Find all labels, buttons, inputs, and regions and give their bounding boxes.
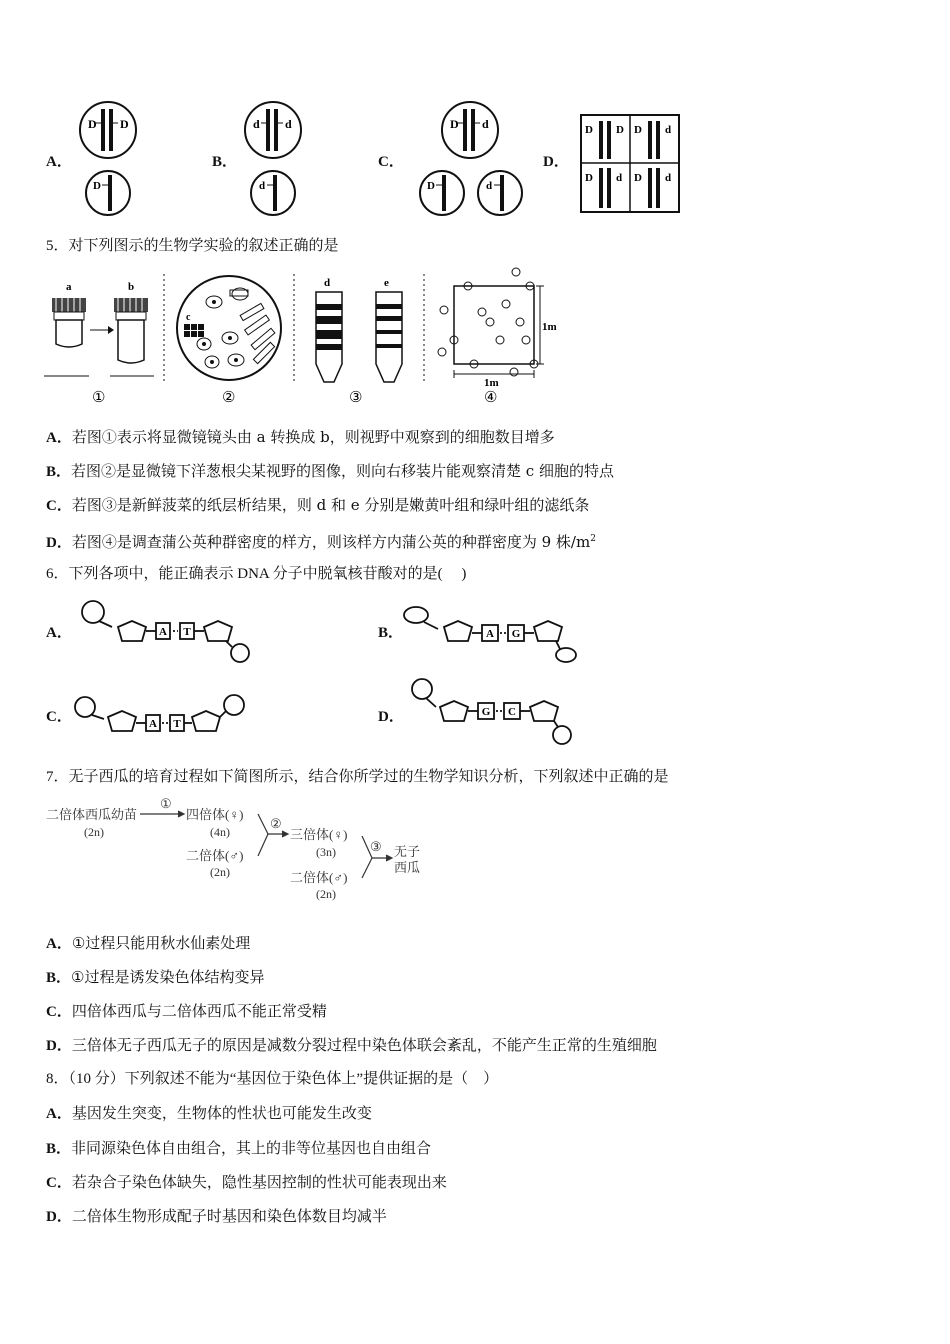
q4-b-diagram — [245, 102, 301, 215]
q5-fig1-objectives — [44, 281, 154, 406]
svg-text:a: a — [66, 281, 72, 293]
q4-option-a-label[interactable]: A． — [46, 154, 72, 170]
q5-option-a[interactable]: A．若图①表示将显微镜镜头由 a 转换成 b，则视野中观察到的细胞数目增多 — [46, 428, 555, 446]
result-label: 西瓜 — [394, 860, 421, 875]
allele-label: d — [616, 172, 623, 184]
base-label: C — [508, 706, 516, 718]
base-label: T — [183, 626, 191, 638]
q7-option-b[interactable]: B．①过程是诱发染色体结构变异 — [46, 968, 265, 986]
svg-text:(2n): (2n) — [316, 887, 336, 901]
q5-option-d[interactable]: D．若图④是调查蒲公英种群密度的样方，则该样方内蒲公英的种群密度为 9 株$/m^2$ — [46, 533, 596, 551]
q7-option-c[interactable]: C．四倍体西瓜与二倍体西瓜不能正常受精 — [46, 1002, 327, 1020]
svg-text:(3n): (3n) — [316, 845, 336, 859]
q7-stem: 7．无子西瓜的培育过程如下简图所示，结合你所学过的生物学知识分析，下列叙述中正确的是 — [46, 769, 669, 785]
allele-label: D — [120, 117, 129, 131]
allele-label: d — [259, 180, 266, 192]
tetraploid-label: 四倍体(♀) — [186, 807, 244, 822]
q4-a-diagram — [80, 102, 136, 215]
base-label: A — [486, 628, 494, 640]
svg-text:③: ③ — [370, 839, 382, 854]
q8-option-a[interactable]: A．基因发生突变，生物体的性状也可能发生改变 — [46, 1104, 372, 1122]
fig4-caption: ④ — [484, 390, 498, 406]
allele-label: D — [93, 180, 101, 192]
allele-label: D — [616, 124, 624, 136]
allele-label: d — [486, 180, 493, 192]
q4-cell-diagrams — [60, 95, 700, 225]
q5-figure — [44, 264, 564, 410]
allele-label: D — [585, 124, 593, 136]
allele-label: D — [427, 180, 435, 192]
svg-text:c: c — [186, 312, 191, 323]
q8-option-b[interactable]: B．非同源染色体自由组合，其上的非等位基因也自由组合 — [46, 1139, 432, 1157]
svg-text:(2n): (2n) — [210, 865, 230, 879]
q8-option-d[interactable]: D．二倍体生物形成配子时基因和染色体数目均减半 — [46, 1207, 387, 1225]
diploid-male-label: 二倍体(♂) — [290, 870, 348, 885]
allele-label: d — [665, 124, 672, 136]
quadrat-width-label: 1m — [484, 377, 499, 389]
q5-fig2-field — [177, 276, 281, 406]
allele-label: D — [634, 124, 642, 136]
svg-text:③: ③ — [349, 390, 363, 406]
svg-text:e: e — [384, 277, 389, 289]
base-label: A — [159, 626, 167, 638]
base-label: G — [511, 628, 521, 640]
svg-text:①: ① — [92, 390, 106, 406]
svg-text:(4n): (4n) — [210, 825, 230, 839]
svg-text:②: ② — [270, 816, 282, 831]
quadrat-height-label: 1m — [542, 321, 557, 333]
allele-label: D — [634, 172, 642, 184]
svg-text:①: ① — [160, 796, 172, 811]
q6-option-b-label[interactable]: B． — [378, 625, 404, 641]
allele-label: D — [450, 117, 459, 131]
diploid-male-label: 二倍体(♂) — [186, 848, 244, 863]
svg-text:b: b — [128, 281, 135, 293]
q8-stem: 8．（10 分）下列叙述不能为“基因位于染色体上”提供证据的是（ ） — [46, 1071, 499, 1087]
q4-d-diagram — [581, 115, 679, 212]
q4-option-c-label[interactable]: C． — [378, 154, 404, 170]
allele-label: d — [285, 117, 292, 131]
q5-fig3-strips — [316, 277, 402, 406]
allele-label: d — [665, 172, 672, 184]
q7-breeding-flowchart — [44, 794, 444, 906]
base-label: T — [173, 718, 181, 730]
q7-option-d[interactable]: D．三倍体无子西瓜无子的原因是减数分裂过程中染色体联会紊乱，不能产生正常的生殖细胞 — [46, 1036, 657, 1054]
base-label: G — [481, 706, 491, 718]
svg-text:(2n): (2n) — [84, 825, 104, 839]
allele-label: d — [253, 117, 260, 131]
q6-stem: 6．下列各项中，能正确表示 DNA 分子中脱氧核苷酸对的是( ) — [46, 566, 467, 582]
q5-stem: 5．对下列图示的生物学实验的叙述正确的是 — [46, 238, 339, 254]
q5-option-b[interactable]: B．若图②是显微镜下洋葱根尖某视野的图像，则向右移装片能观察清楚 c 细胞的特点 — [46, 462, 614, 480]
q4-c-diagram — [420, 102, 522, 215]
base-label: A — [149, 718, 157, 730]
q7-option-a[interactable]: A．①过程只能用秋水仙素处理 — [46, 934, 251, 952]
q5-option-c[interactable]: C．若图③是新鲜菠菜的纸层析结果，则 d 和 e 分别是嫩黄叶组和绿叶组的滤纸条 — [46, 496, 590, 514]
allele-label: d — [482, 117, 489, 131]
seedling-label: 二倍体西瓜幼苗 — [46, 807, 138, 822]
svg-text:②: ② — [222, 390, 236, 406]
allele-label: D — [88, 117, 97, 131]
q6-option-d-label[interactable]: D． — [378, 709, 404, 725]
q4-option-b-label[interactable]: B． — [212, 154, 238, 170]
allele-label: D — [585, 172, 593, 184]
q4-option-d-label[interactable]: D． — [543, 154, 569, 170]
q8-option-c[interactable]: C．若杂合子染色体缺失，隐性基因控制的性状可能表现出来 — [46, 1173, 447, 1191]
q6-option-a-label[interactable]: A． — [46, 625, 72, 641]
q6-option-c-label[interactable]: C． — [46, 709, 72, 725]
triploid-label: 三倍体(♀) — [290, 827, 348, 842]
q5-fig4-quadrat — [438, 268, 544, 378]
result-label: 无子 — [394, 844, 421, 859]
q6-nucleotide-diagrams — [60, 595, 600, 750]
svg-text:d: d — [324, 277, 331, 289]
